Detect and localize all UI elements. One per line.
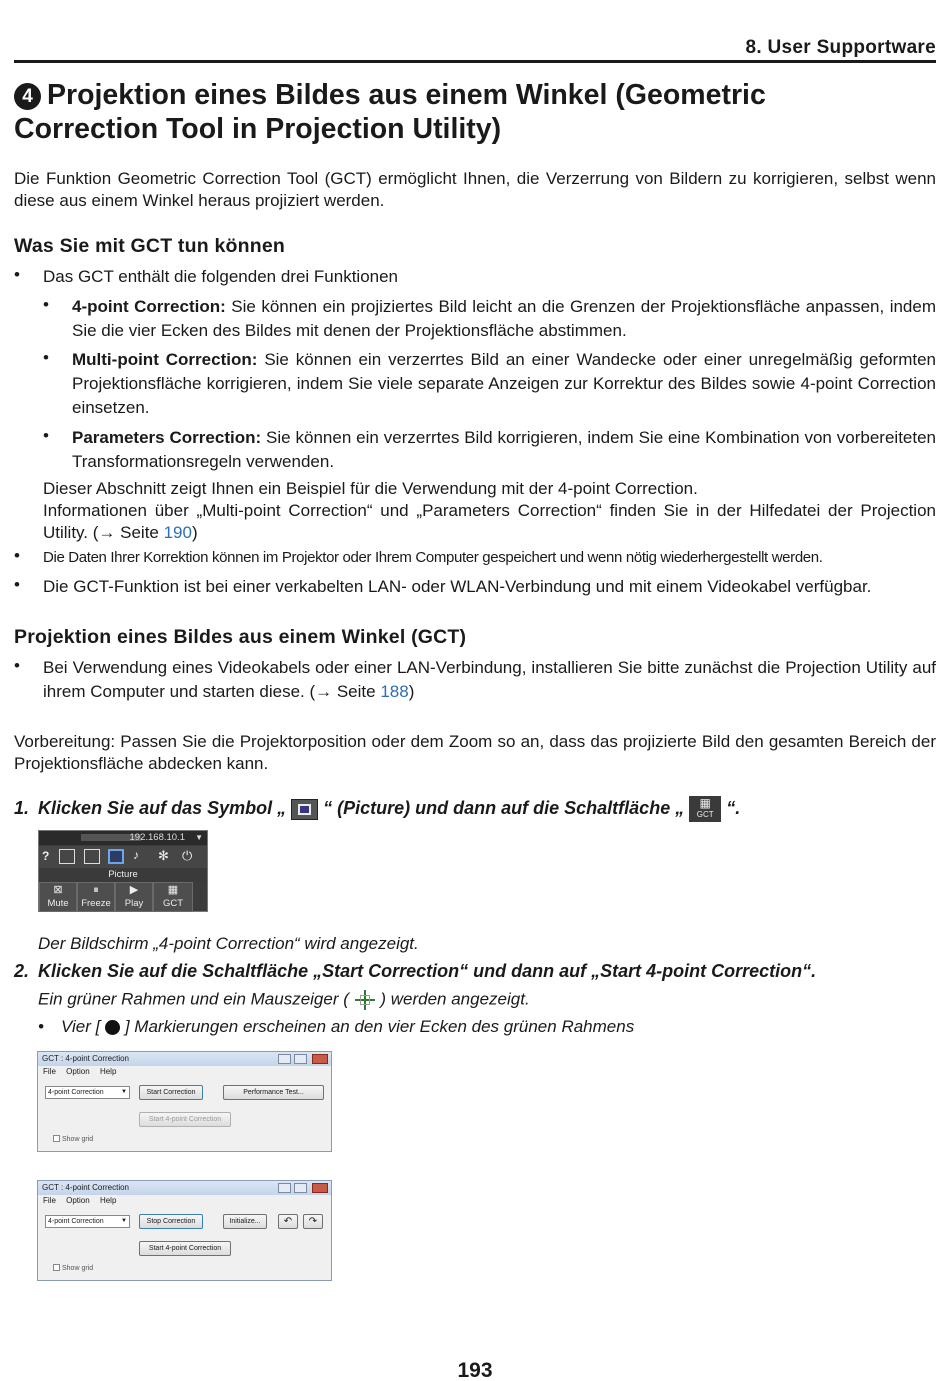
chevron-down-icon: ▼ (121, 1218, 127, 1224)
page-number: 193 (457, 1359, 493, 1381)
menu-option[interactable]: Option (66, 1067, 90, 1076)
gct-button[interactable]: ▦ GCT (153, 882, 193, 912)
projection-utility-toolbar (38, 830, 208, 912)
step-2-sub-b: ] Markierungen erscheinen an den vier Ecken des grünen Rahmens (124, 1017, 635, 1036)
step-1-text-c: “. (726, 797, 741, 818)
play-icon: ▶ (129, 884, 139, 896)
function-desc: Sie können ein verzerrtes Bild korrigieren, indem Sie eine Kombination von vorbereiteten Transformationsregeln verwenden. (72, 428, 936, 471)
picture-icon (291, 799, 318, 820)
show-grid-checkbox[interactable]: Show grid (53, 1264, 93, 1272)
start-correction-button[interactable]: Start Correction (139, 1085, 203, 1100)
note-helpfile (43, 500, 936, 544)
bullet-dot: • (14, 575, 20, 594)
initialize-button[interactable]: Initialize... (223, 1214, 267, 1229)
toolbar-icon-row (39, 846, 207, 868)
projector-ip: 192.168.10.1 (129, 832, 185, 843)
toolbar-section-label: Picture (39, 868, 207, 882)
menu-help[interactable]: Help (99, 1196, 117, 1205)
toolbar-titlebar (39, 831, 207, 845)
undo-icon[interactable]: ↶ (278, 1214, 298, 1229)
step-1-text-a: Klicken Sie auf das Symbol „ (38, 797, 287, 818)
gct-dialog-after (37, 1180, 332, 1281)
bullet-install-text: Bei Verwendung eines Videokabels oder einer LAN-Verbindung, installieren Sie bitte zunächst die Projection Utility auf ihrem Computer und starten diese. (→ Seite (43, 658, 936, 701)
grid-icon: ▦ (167, 884, 179, 896)
step-2-sub-a: Vier [ (61, 1017, 101, 1036)
start-4point-correction-button[interactable]: Start 4-point Correction (139, 1112, 231, 1127)
step-1-text-b: “ (Picture) und dann auf die Schaltfläche „ (323, 797, 685, 818)
correction-mode-select[interactable]: 4-point Correction ▼ (45, 1215, 130, 1228)
gct-dialog-before (37, 1051, 332, 1152)
minimize-icon[interactable] (278, 1054, 291, 1064)
numbered-bullet: 4 (14, 83, 41, 110)
volume-icon[interactable]: ♪ (133, 848, 139, 862)
performance-test-button[interactable]: Performance Test... (223, 1085, 324, 1100)
source-icon[interactable] (84, 849, 100, 864)
maximize-icon[interactable] (294, 1183, 307, 1193)
section-heading-gct-projection: Projektion eines Bildes aus einem Winkel (GCT) (14, 626, 467, 648)
menu-option[interactable]: Option (66, 1196, 90, 1205)
mute-icon: ⊠ (53, 884, 63, 896)
bullet-functions-intro: Das GCT enthält die folgenden drei Funktionen (43, 267, 399, 286)
function-term: Multi-point Correction: (72, 350, 258, 369)
dialog-menubar (38, 1066, 331, 1078)
input-icon[interactable] (59, 849, 75, 864)
grid-icon: ▦ (699, 796, 711, 810)
minimize-icon[interactable] (278, 1183, 291, 1193)
step-2-text: Klicken Sie auf die Schaltfläche „Start Correction“ und dann auf „Start 4-point Correction“. (38, 961, 817, 981)
section-heading-gct-features: Was Sie mit GCT tun können (14, 235, 285, 257)
function-parameters (72, 426, 936, 474)
step-2-result-b: ) werden angezeigt. (380, 989, 530, 1009)
function-desc: Sie können ein projiziertes Bild leicht an die Grenzen der Projektionsfläche anpassen, indem Sie die vier Ecken des Bildes mit denen der Projektionsfläche abstimmen. (72, 297, 936, 340)
toolbar-buttons (39, 882, 207, 912)
correction-mode-select[interactable]: 4-point Correction ▼ (45, 1086, 130, 1099)
power-icon[interactable]: ⏻ (182, 848, 193, 863)
menu-file[interactable]: File (43, 1196, 56, 1205)
dialog-title: GCT : 4-point Correction (38, 1181, 331, 1195)
function-term: 4-point Correction: (72, 297, 226, 316)
show-grid-checkbox[interactable]: Show grid (53, 1135, 93, 1143)
function-4point (72, 295, 936, 343)
section-header: 8. User Supportware (745, 37, 936, 58)
step-number: 1. (14, 797, 30, 818)
close-icon[interactable] (312, 1054, 328, 1064)
bullet-dot: • (14, 546, 20, 565)
menu-help[interactable]: Help (99, 1067, 117, 1076)
step-2-subbullet (61, 1017, 634, 1037)
preparation-paragraph: Vorbereitung: Passen Sie die Projektorposition oder dem Zoom so an, dass das projizierte Bild den gesamten Bereich der Projektionsfläche abdecken kann. (14, 732, 936, 773)
page-title (14, 78, 914, 146)
note-helpfile-text: Informationen über „Multi-point Correction“ und „Parameters Correction“ finden Sie in der Hilfedatei der Projection Utility. (→ Seite (43, 501, 936, 542)
gear-icon[interactable]: ✻ (158, 848, 169, 863)
checkbox-icon (53, 1135, 60, 1142)
menu-file[interactable]: File (43, 1067, 56, 1076)
play-button[interactable]: ▶ Play (115, 882, 153, 912)
mute-button[interactable]: ⊠ Mute (39, 882, 77, 912)
function-desc: Sie können ein verzerrtes Bild an einer Wandecke oder einer unregelmäßig geformten Projektionsfläche korrigieren, indem Sie viele separate Anzeigen zur Korrektur des Bildes sowie 4-point Correction einsetzen. (72, 350, 936, 417)
bullet-availability: Die GCT-Funktion ist bei einer verkabelten LAN- oder WLAN-Verbindung und mit einem Videokabel verfügbar. (43, 577, 872, 596)
page-link-190[interactable]: 190 (163, 523, 192, 542)
bullet-dot: • (43, 295, 49, 314)
bullet-dot: • (38, 1017, 44, 1036)
picture-icon[interactable] (108, 849, 124, 864)
gct-button-icon: ▦ GCT (689, 796, 721, 822)
step-2-result-a: Ein grüner Rahmen und ein Mauszeiger ( (38, 989, 349, 1009)
bullet-dot: • (43, 426, 49, 445)
start-4point-correction-button[interactable]: Start 4-point Correction (139, 1241, 231, 1256)
checkbox-icon (53, 1264, 60, 1271)
redo-icon[interactable]: ↷ (303, 1214, 323, 1229)
bullet-dot: • (14, 656, 20, 675)
step-number: 2. (14, 961, 30, 981)
bullet-dot: • (14, 265, 20, 284)
page-title-text: Projektion eines Bildes aus einem Winkel (Geometric Correction Tool in Projection Utility) (14, 79, 766, 145)
bullet-install-end: ) (408, 682, 415, 701)
stop-correction-button[interactable]: Stop Correction (139, 1214, 203, 1229)
note-example: Dieser Abschnitt zeigt Ihnen ein Beispiel für die Verwendung mit der 4-point Correction. (43, 479, 698, 498)
note-helpfile-end: ) (191, 523, 198, 542)
freeze-button[interactable]: ⏸ Freeze (77, 882, 115, 912)
step-1 (14, 796, 740, 822)
step-2 (14, 961, 816, 982)
intro-paragraph: Die Funktion Geometric Correction Tool (GCT) ermöglicht Ihnen, die Verzerrung von Bildern zu korrigieren, selbst wenn diese aus einem Winkel heraus projiziert werden. (14, 169, 936, 210)
step-1-result: Der Bildschirm „4-point Correction“ wird angezeigt. (38, 934, 419, 953)
maximize-icon[interactable] (294, 1054, 307, 1064)
bullet-data-storage: Die Daten Ihrer Korrektion können im Projektor oder Ihrem Computer gespeichert und wenn nötig wiederhergestellt werden. (43, 549, 823, 566)
bullet-install-utility (43, 656, 936, 704)
chevron-down-icon: ▼ (121, 1089, 127, 1095)
corner-marker-icon (105, 1020, 120, 1035)
function-term: Parameters Correction: (72, 428, 262, 447)
freeze-icon: ⏸ (93, 884, 99, 896)
header-rule (14, 60, 936, 63)
close-icon[interactable] (312, 1183, 328, 1193)
help-icon[interactable]: ? (42, 849, 50, 863)
step-2-result (38, 989, 530, 1011)
cross-cursor-icon (354, 989, 376, 1011)
chevron-down-icon[interactable]: ▼ (195, 833, 203, 842)
dialog-title: GCT : 4-point Correction (38, 1052, 331, 1066)
page-link-188[interactable]: 188 (380, 682, 409, 701)
dialog-menubar (38, 1195, 331, 1207)
function-multipoint (72, 348, 936, 420)
bullet-dot: • (43, 348, 49, 367)
